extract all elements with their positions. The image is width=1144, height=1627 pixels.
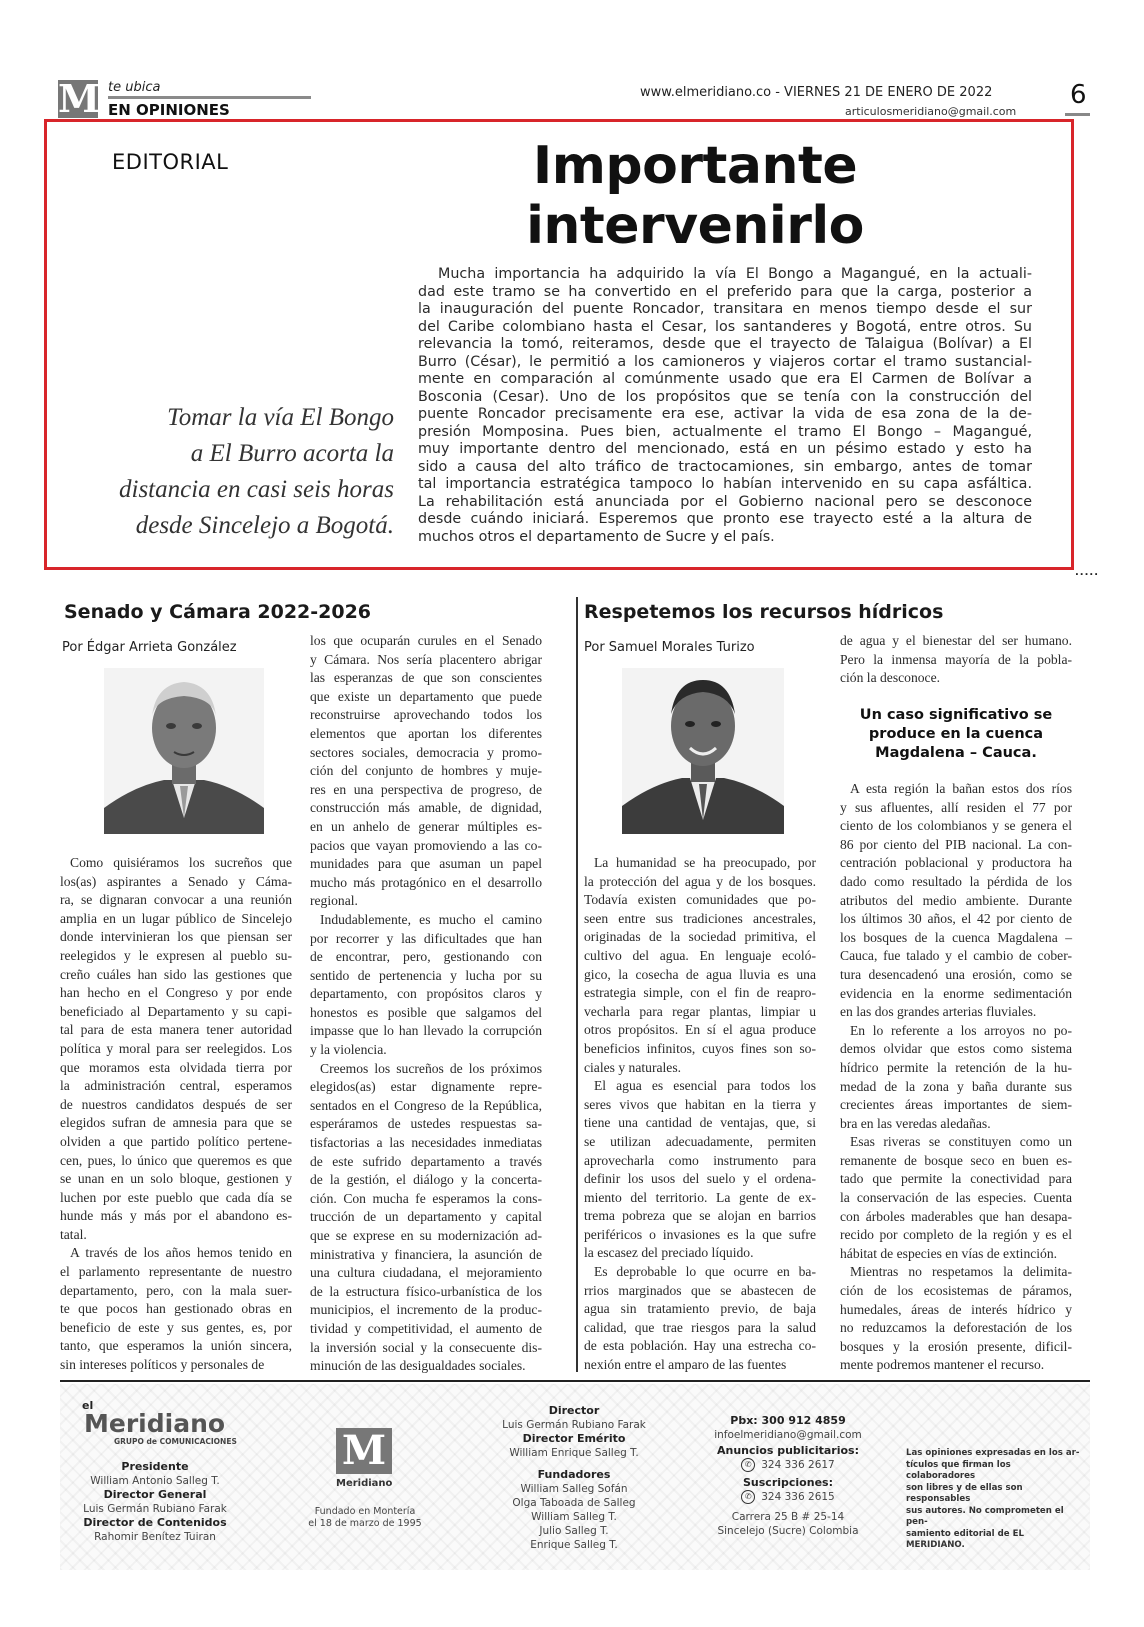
director-emeritus-name: William Enrique Salleg T. (509, 1447, 639, 1459)
founder-name: Julio Salleg T. (539, 1525, 609, 1537)
text-line: el parlamento representante de nuestro (60, 1264, 292, 1280)
text-line: calidad, que trae riesgos para la salud (584, 1319, 816, 1335)
text-line: las esperanzas de que son conscientes (310, 670, 542, 686)
text-line: trema pobreza que se alojan en barrios (584, 1208, 816, 1224)
continuation-dots: ..... (1075, 567, 1099, 578)
text-line: han hecho en el Congreso y por ende (60, 985, 292, 1001)
text-line: Esas riveras se constituyen como un (850, 1134, 1072, 1150)
founded-line: el 18 de marzo de 1995 (308, 1518, 422, 1529)
text-line: la administración central, esperamos (60, 1078, 292, 1094)
text-line: tisfactorias a las necesidades inmediatas (310, 1135, 542, 1151)
text-line: Como quisiéramos los sucreños que (70, 855, 292, 870)
text-line: elegidos(as) estar dignamente repre- (310, 1079, 542, 1095)
text-line: seres vivos que habitan en la tierra y (584, 1096, 816, 1112)
text-line: del Caribe colombiano hasta el Cesar, los santanderes y Bogotá, entre otros. Su (418, 318, 1032, 335)
author-photo (104, 668, 264, 834)
text-line: de esta población. Hay una estrecha co- (584, 1338, 816, 1354)
text-line: se utilizan adecuadamente, permiten (584, 1133, 816, 1149)
founders-label: Fundadores (537, 1468, 611, 1481)
text-line: Cauca, fue talado y el cambio de cober- (840, 948, 1072, 964)
ads-phone-row (700, 1458, 876, 1472)
text-line: política y moral para ser reelegidos. Los (60, 1040, 292, 1056)
text-line: tatal. (60, 1226, 87, 1242)
section-tagline: te ubica (108, 80, 161, 95)
pull-quote-line: a El Burro acorta la (190, 440, 394, 467)
staff-name: William Antonio Salleg T. (90, 1475, 220, 1487)
editorial-title (470, 136, 920, 256)
ads-phone: 324 336 2617 (761, 1459, 835, 1471)
article-column (840, 780, 1072, 1375)
text-line: muchos otros el departamento de Sucre y el país. (418, 528, 775, 545)
article-subhead (840, 706, 1072, 763)
text-line: tividad y competitividad, el aumento de (310, 1320, 542, 1336)
text-line: otros propósitos. En sí el agua produce (584, 1022, 816, 1038)
text-line: beneficio de este y sus gentes, es, por (60, 1319, 292, 1335)
text-line: cen, pues, lo único que queremos es que (60, 1152, 292, 1168)
footer-contact (700, 1414, 876, 1538)
text-line: relevancia la tomó, reiteramos, desde que el trayecto de Talaigua (Bolívar) a El (418, 336, 1032, 352)
founder-name: Olga Taboada de Salleg (512, 1497, 636, 1509)
staff-role: Presidente (121, 1460, 189, 1473)
text-line: de este sufrido departamento a través (310, 1153, 542, 1169)
text-line: tura desencadenó una erosión, como se (840, 966, 1072, 982)
text-line: centración poblacional y productora ha (840, 855, 1072, 871)
contact-email[interactable]: articulosmeridiano@gmail.com (845, 105, 1017, 118)
text-line: Todavía existen comunidades que po- (584, 892, 816, 908)
text-line: de encontrar, pero, gestionando con (310, 949, 542, 965)
editorial-title-line: intervenirlo (526, 196, 864, 256)
text-line: 86 por ciento del PIB nacional. La con- (840, 836, 1072, 852)
text-line: la conservación de las especies. Cuenta (840, 1190, 1072, 1206)
ads-label: Anuncios publicitarios: (716, 1444, 860, 1457)
text-line: ción. Con mucha fe esperamos la cons- (310, 1190, 542, 1206)
footer-email[interactable]: infoelmeridiano@gmail.com (714, 1429, 862, 1441)
text-line: periféricos o invasiones es la que sufre (584, 1226, 816, 1242)
text-line: Es deprobable lo que ocurre en ba- (594, 1264, 816, 1280)
text-line: la inversión social y la consecuente dis- (310, 1339, 542, 1355)
article-column (584, 854, 816, 1375)
director-name: Luis Germán Rubiano Farak (502, 1419, 646, 1431)
text-line: tal importancia estratégica tampoco lo habían intervenido en su capa asfáltica. (418, 476, 1032, 492)
text-line: presión Momposina. Pues bien, actualmente el tramo El Bongo – Magangué, (418, 423, 1032, 440)
founded-line: Fundado en Montería (314, 1506, 416, 1517)
pull-quote-line: desde Sincelejo a Bogotá. (135, 512, 394, 539)
text-line: gico, la cosecha de agua lluvia es una (584, 966, 816, 982)
text-line: sectores sociales, democracia y promo- (310, 744, 542, 760)
dateline: www.elmeridiano.co - VIERNES 21 DE ENERO DE 2022 (640, 85, 993, 100)
text-line: cultivo del agua. En lenguaje ecoló- (584, 947, 816, 963)
text-line: atributos del medio ambiente. Durante (840, 892, 1072, 908)
text-line: res en una perspectiva de progreso, de (310, 781, 542, 797)
text-line: sin intereses políticos y personales de (60, 1357, 265, 1373)
text-line: trucción de un departamento y capital (310, 1209, 542, 1225)
article-column (310, 632, 542, 1376)
text-line: ción la desconoce. (840, 670, 941, 686)
text-line: nexión entre el amparo de las fuentes (584, 1357, 787, 1373)
text-line: por recorrer y las dificultades que han (310, 930, 542, 946)
text-line: beneficios infinitos, cuyos fines son so- (584, 1040, 816, 1056)
text-line: regional. (310, 893, 358, 909)
text-line: los últimos 30 años, el 42 por ciento de (840, 911, 1072, 927)
disclaimer-line: samiento editorial de EL MERIDIANO. (906, 1528, 1024, 1550)
subhead-line: produce en la cuenca (868, 726, 1044, 742)
subs-phone: 324 336 2615 (761, 1491, 835, 1503)
text-line: dad este tramo se ha convertido en el preferido para que la carga, posterior a (418, 283, 1032, 300)
text-line: Creemos los sucreños de los próximos (320, 1060, 542, 1076)
text-line: sentados en el Congreso de la República, (310, 1097, 542, 1113)
text-line: La humanidad se ha preocupado, por (594, 855, 816, 870)
text-line: con árboles maderables que han desapa- (840, 1208, 1072, 1224)
subs-phone-row (700, 1490, 876, 1504)
text-line: munidades para que asuman un papel (310, 856, 542, 872)
text-line: puente Roncador precisamente era ese, activar la vida de esa zona de la de- (418, 406, 1032, 422)
text-line: El agua es esencial para todos los (594, 1078, 816, 1094)
director-emeritus-label: Director Emérito (522, 1432, 626, 1445)
address-line: Carrera 25 B # 25-14 (731, 1511, 845, 1523)
article-byline: Por Édgar Arrieta González (62, 640, 237, 655)
text-line: construcción más amable, de dignidad, (310, 800, 542, 816)
text-line: originadas de la sociedad primitiva, el (584, 929, 816, 945)
text-line: hábitat de especies en vías de extinción. (840, 1245, 1058, 1261)
text-line: bra en las veredas aledañas. (840, 1115, 991, 1131)
text-line: honestos es posible que salgamos del (310, 1004, 542, 1020)
text-line: aprovecharla como instrumento para (584, 1152, 816, 1168)
text-line: la escasez del preciado líquido. (584, 1245, 754, 1261)
text-line: pacios que vayan promoviendo a las co- (310, 837, 542, 853)
staff-role: Director de Contenidos (83, 1516, 227, 1529)
text-line: se unan en un solo bloque, gestionen y (60, 1171, 292, 1187)
editorial-body (418, 266, 1032, 546)
text-line: humedales, áreas de interés hídrico y (840, 1301, 1072, 1317)
footer-seal-logo: M (336, 1428, 392, 1474)
text-line: los bosques de la cuenca Magdalena – (840, 929, 1072, 945)
disclaimer-line: sus autores. No comprometen el pen- (906, 1505, 1064, 1527)
founder-name: Enrique Salleg T. (530, 1539, 618, 1551)
text-line: rrios marginados que se abastecen de (584, 1282, 816, 1298)
text-line: muy importante dentro del mencionado, está en un pésimo estado y esto ha (418, 441, 1032, 457)
staff-name: Luis Germán Rubiano Farak (83, 1503, 227, 1515)
text-line: en un anhelo de generar múltiples es- (310, 818, 542, 834)
text-line: departamento, con propósitos claros y (310, 986, 542, 1002)
disclaimer-line: tículos que firman los colaboradores (906, 1459, 1011, 1481)
subhead-line: Un caso significativo se (859, 707, 1053, 723)
text-line: sentido de pertenencia y lucha por su (310, 967, 542, 983)
text-line: que existe un departamento que puede (310, 688, 542, 704)
text-line: olviden a que partido político pertene- (60, 1133, 292, 1149)
text-line: una cultura ciudadana, el mejoramiento (310, 1265, 542, 1281)
text-line: tado que permite la conectividad para (840, 1171, 1072, 1187)
text-line: miento del territorio. La gente de ex- (584, 1189, 816, 1205)
subs-label: Suscripciones: (743, 1476, 833, 1489)
text-line: Pero la inmensa mayoría de la pobla- (840, 651, 1072, 667)
text-line: Mucha importancia ha adquirido la vía El Bongo a Magangué, en la actuali- (438, 266, 1032, 282)
disclaimer-line: son libres y de ellas son responsables (906, 1482, 1023, 1504)
editorial-pull-quote (90, 400, 394, 544)
text-line: sido a causa del alto tráfico de tractocamiones, sin embargo, antes de tomar (418, 458, 1032, 475)
author-portrait-image (622, 668, 784, 834)
text-line: A esta región la bañan estos dos ríos (850, 781, 1072, 796)
founder-name: William Salleg T. (531, 1511, 617, 1523)
footer-seal-name: Meridiano (336, 1478, 393, 1489)
text-line: impasse que lo han llevado la corrupción (310, 1023, 542, 1039)
text-line: los que ocuparán curules en el Senado (310, 633, 542, 648)
section-name: EN OPINIONES (108, 101, 230, 119)
article-headline[interactable]: Respetemos los recursos hídricos (584, 601, 944, 623)
director-label: Director (548, 1404, 600, 1417)
text-line: ciales y naturales. (584, 1059, 682, 1075)
text-line: que se exprese en su modernización ad- (310, 1228, 542, 1243)
footer-rule (60, 1380, 1090, 1382)
text-line: tal para de esta manera tener autoridad (60, 1022, 292, 1038)
staff-role: Director General (103, 1488, 207, 1501)
text-line: crecientes áreas importantes de siem- (840, 1097, 1072, 1113)
text-line: donde intervinieran los que piensan ser (60, 929, 292, 945)
text-line: bosques y la erosión presente, dificil- (840, 1338, 1072, 1354)
text-line: de la gestión, el diálogo y la concerta- (310, 1172, 542, 1188)
text-line: amplia en un lugar público de Sincelejo (60, 910, 292, 926)
page-number: 6 (1070, 80, 1087, 110)
footer-brand-el: el (82, 1399, 94, 1412)
text-line: elementos que aportan los diferentes (310, 725, 542, 741)
text-line: los(as) aspirantes a Senado y Cáma- (60, 873, 292, 889)
text-line: recido por completo de la región y es el (840, 1227, 1072, 1243)
text-line: ra, se dignaran convocar a una reunión (60, 892, 292, 908)
text-line: ministrativa y financiera, la asunción de (310, 1246, 542, 1262)
text-line: hunde más y más por el abandono es- (60, 1208, 292, 1224)
text-line: ciento de los colombianos y se genera el (840, 818, 1072, 834)
text-line: no reduzcamos la deforestación de los (840, 1320, 1072, 1336)
text-line: vecharla para regar plantas, limpiar u (584, 1003, 816, 1019)
founder-name: William Salleg Sofán (520, 1483, 628, 1495)
footer-directors (486, 1404, 662, 1552)
text-line: de la estructura físico-urbanística de los (310, 1283, 542, 1299)
text-line: Mientras no respetamos la delimita- (850, 1264, 1072, 1280)
footer-founded (300, 1506, 430, 1530)
text-line: y la violencia. (310, 1042, 387, 1058)
text-line: que moramos esta olvidada tierra por (60, 1059, 292, 1075)
text-line: agua sin tratamiento previo, de baja (584, 1301, 816, 1317)
text-line: minución de las desigualdades sociales. (310, 1358, 526, 1374)
text-line: la inauguración del puente Roncador, transitara en menos tiempo desde el sur (418, 301, 1032, 317)
subhead-line: Magdalena – Cauca. (875, 745, 1037, 761)
editorial-label: EDITORIAL (112, 150, 229, 174)
text-line: mente podremos mantener el recurso. (840, 1357, 1045, 1373)
text-line: remanente de bosque seco en buen es- (840, 1152, 1072, 1168)
text-line: luchen por este pueblo que cada día se (60, 1189, 292, 1205)
text-line: hídrico permite la retención de la hu- (840, 1059, 1072, 1075)
text-line: reelegidos y le expresen al pueblo su- (60, 947, 292, 963)
text-line: municipios, el incremento de la produc- (310, 1302, 542, 1318)
text-line: departamento, pero, con la mala suer- (60, 1282, 292, 1298)
author-portrait-image (104, 668, 264, 834)
text-line: beneficiado al Departamento y su capi- (60, 1003, 292, 1019)
whatsapp-icon: ✆ (741, 1458, 755, 1472)
text-line: A través de los años hemos tenido en (70, 1245, 292, 1261)
disclaimer-line: Las opiniones expresadas en los ar- (906, 1448, 1080, 1458)
text-line: Burro (César), le permitió a los camioneros y viajeros cortar el tramo sustancial- (418, 353, 1032, 370)
footer-staff (60, 1460, 250, 1544)
text-line: ción de los ecosistemas de páramos, (840, 1283, 1072, 1299)
text-line: creño cuáles han sido las gestiones que (60, 966, 292, 982)
text-line: reconstruirse aprovechando todos los (310, 707, 542, 723)
article-byline: Por Samuel Morales Turizo (584, 640, 755, 655)
page-number-rule (1065, 113, 1090, 116)
text-line: te que pocos han gestionado obras en (60, 1301, 292, 1317)
staff-name: Rahomir Benítez Tuiran (94, 1531, 216, 1543)
text-line: Indudablemente, es mucho el camino (320, 911, 542, 927)
pull-quote-line: distancia en casi seis horas (119, 476, 394, 503)
text-line: y sus afluentes, allí residen el 77 por (840, 799, 1072, 815)
text-line: de nuestros candidatos después de ser (60, 1096, 292, 1112)
text-line: mucho más protagónico en el desarrollo (310, 874, 542, 890)
text-line: de agua y el bienestar del ser humano. (840, 633, 1072, 648)
text-line: la protección del agua y de los bosques. (584, 873, 816, 889)
text-line: dado como resultado la pérdida de los (840, 873, 1072, 889)
section-rule (108, 96, 311, 99)
text-line: medad de la zona y baña durante sus (840, 1078, 1072, 1094)
editorial-title-line: Importante (532, 136, 858, 196)
author-photo (622, 668, 784, 834)
article-column (840, 632, 1072, 688)
text-line: Bosconia (Cesar). Uno de los propósitos que se tenía con la construcción del (418, 388, 1032, 405)
footer-brand-name: Meridiano (84, 1409, 226, 1438)
text-line: mente en comparación al comúnmente usado que era El Carmen de Bolívar a (418, 371, 1032, 387)
text-line: ción del conjunto de hombres y muje- (310, 763, 542, 779)
article-column (60, 854, 292, 1375)
text-line: estrategia simple, con el fin de reapro- (584, 985, 816, 1001)
text-line: tiene una cantidad de ventajas, que, si (584, 1115, 816, 1131)
text-line: esperáramos de ustedes respuestas sa- (310, 1116, 542, 1132)
text-line: elegidos sufran de amnesia para que se (60, 1115, 292, 1131)
text-line: demos olvidar que estos como sistema (840, 1041, 1072, 1057)
footer-brand-sub: GRUPO de COMUNICACIONES (114, 1437, 237, 1446)
column-divider (576, 597, 578, 1372)
footer-pbx: Pbx: 300 912 4859 (730, 1414, 846, 1427)
text-line: tanto, que esperamos la unión sincera, (60, 1338, 292, 1354)
pull-quote-line: Tomar la vía El Bongo (167, 404, 394, 431)
text-line: definir los usos del suelo y el ordena- (584, 1171, 816, 1187)
whatsapp-icon: ✆ (741, 1490, 755, 1504)
text-line: seen entre sus tradiciones ancestrales, (584, 910, 816, 926)
section-logo: M (58, 76, 99, 121)
text-line: evidencia en la enorme sedimentación (840, 985, 1072, 1001)
text-line: en las dos grandes arterias fluviales. (840, 1004, 1037, 1020)
address-line: Sincelejo (Sucre) Colombia (717, 1525, 859, 1537)
text-line: desde cuándo iniciará. Esperemos que pronto ese trayecto esté a la altura de (418, 511, 1032, 527)
text-line: y Cámara. Nos sería placentero abrigar (310, 651, 542, 667)
text-line: La rehabilitación está anunciada por el Gobierno nacional pero se desconoce (418, 493, 1032, 510)
article-headline[interactable]: Senado y Cámara 2022-2026 (64, 601, 372, 623)
text-line: En lo referente a los arroyos no po- (850, 1022, 1072, 1038)
footer-disclaimer (906, 1448, 1082, 1552)
